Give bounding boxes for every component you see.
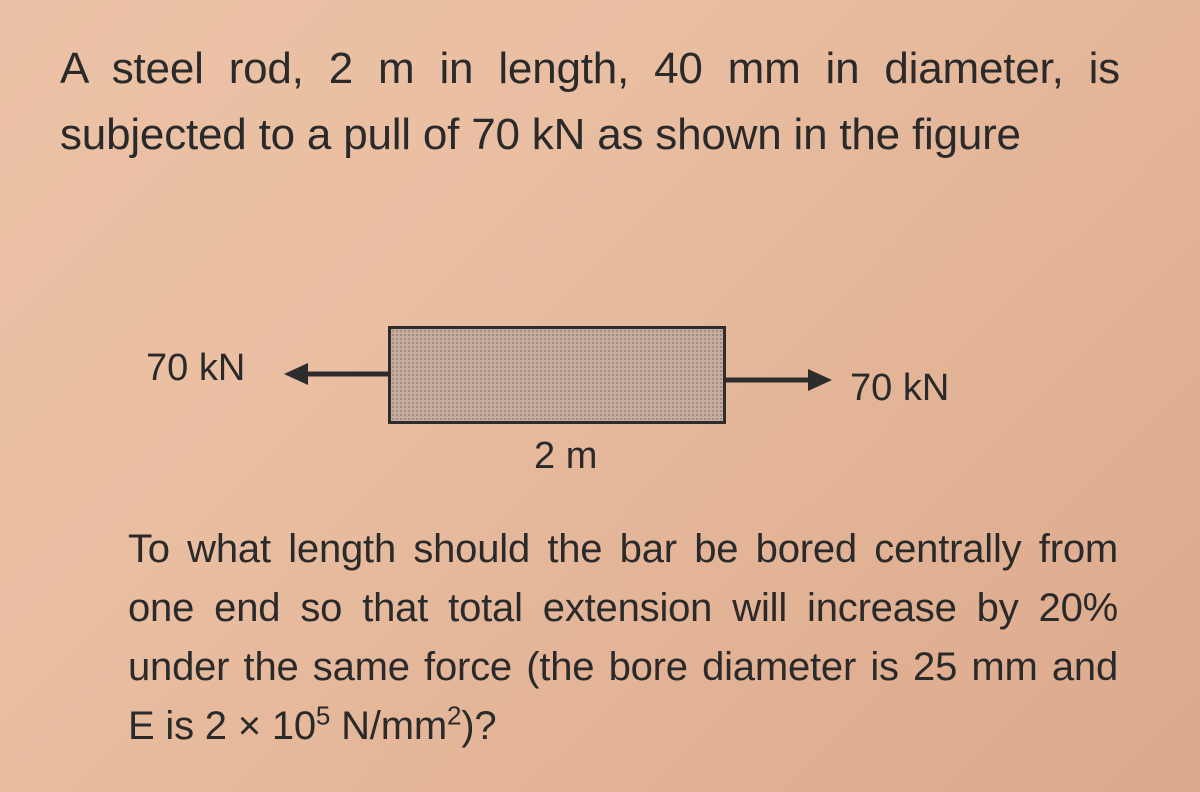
exponent-five: 5 [315, 700, 331, 731]
left-arrow [284, 363, 388, 385]
left-arrowhead [284, 363, 308, 385]
right-force-label: 70 kN [850, 367, 950, 409]
right-arrowhead [808, 369, 832, 391]
steel-rod [388, 326, 726, 424]
right-arrow [726, 369, 832, 391]
question-text [128, 520, 1118, 756]
rod-length-label: 2 m [534, 435, 598, 477]
left-force-label: 70 kN [146, 347, 246, 389]
question-main: To what length should the bar be bored centrally from one end so that total extension will increase by 20% under the same force (the bore diameter is 25 mm and E is 2 × 10 [128, 527, 1118, 748]
problem-statement: A steel rod, 2 m in length, 40 mm in diameter, is subjected to a pull of 70 kN as shown in the figure [60, 44, 1120, 159]
exponent-two: 2 [446, 700, 462, 731]
question-end: )? [461, 704, 497, 748]
question-unit: N/mm [330, 704, 447, 748]
